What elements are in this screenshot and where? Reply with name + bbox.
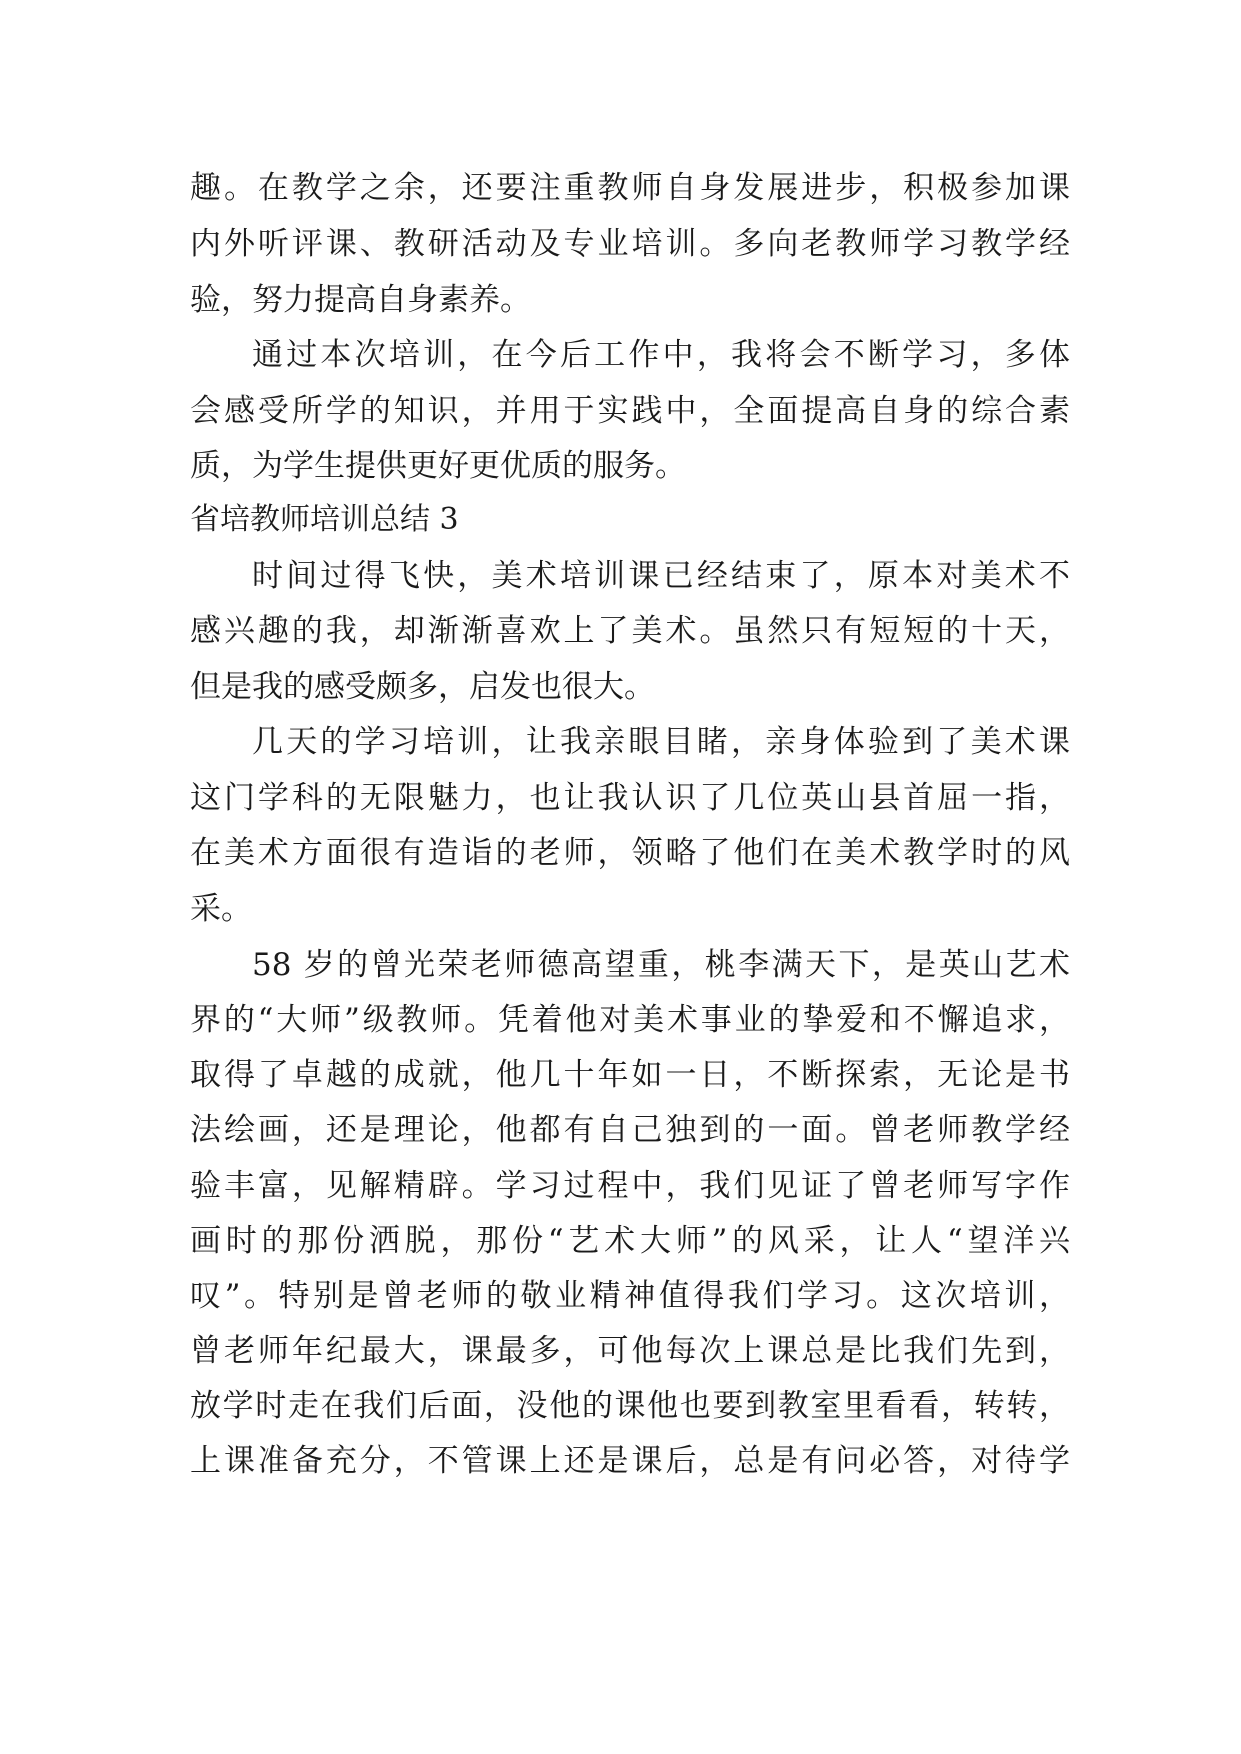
paragraph-line: 在美术方面很有造诣的老师，领略了他们在美术教学时的风 (190, 835, 1070, 871)
paragraph-line: 时间过得飞快，美术培训课已经结束了，原本对美术不 (252, 558, 1070, 594)
paragraph-line: 上课准备充分，不管课上还是课后，总是有问必答，对待学 (190, 1443, 1070, 1479)
paragraph-line: 58 岁的曾光荣老师德高望重，桃李满天下，是英山艺术 (252, 947, 1070, 983)
paragraph-line: 采。 (190, 891, 252, 927)
paragraph-line: 趣。在教学之余，还要注重教师自身发展进步，积极参加课 (190, 170, 1070, 206)
paragraph-line: 内外听评课、教研活动及专业培训。多向老教师学习教学经 (190, 226, 1070, 262)
paragraph-line: 质，为学生提供更好更优质的服务。 (190, 448, 686, 484)
paragraph-line: 曾老师年纪最大，课最多，可他每次上课总是比我们先到， (190, 1333, 1070, 1369)
paragraph-line: 感兴趣的我，却渐渐喜欢上了美术。虽然只有短短的十天， (190, 613, 1070, 649)
paragraph-line: 画时的那份洒脱，那份“艺术大师”的风采，让人“望洋兴 (190, 1223, 1070, 1259)
paragraph-line: 验丰富，见解精辟。学习过程中，我们见证了曾老师写字作 (190, 1168, 1070, 1204)
section-heading: 省培教师培训总结 3 (190, 502, 459, 537)
paragraph-line: 会感受所学的知识，并用于实践中，全面提高自身的综合素 (190, 393, 1070, 429)
paragraph-line: 法绘画，还是理论，他都有自己独到的一面。曾老师教学经 (190, 1112, 1070, 1148)
paragraph-line: 放学时走在我们后面，没他的课他也要到教室里看看，转转， (190, 1388, 1070, 1424)
paragraph-line: 几天的学习培训，让我亲眼目睹，亲身体验到了美术课 (252, 724, 1070, 760)
paragraph-line: 验，努力提高自身素养。 (190, 282, 531, 318)
paragraph-line: 取得了卓越的成就，他几十年如一日，不断探索，无论是书 (190, 1057, 1070, 1093)
paragraph-line: 这门学科的无限魅力，也让我认识了几位英山县首屈一指， (190, 780, 1070, 816)
paragraph-line: 界的“大师”级教师。凭着他对美术事业的挚爱和不懈追求， (190, 1002, 1070, 1038)
paragraph-line: 通过本次培训，在今后工作中，我将会不断学习，多体 (252, 337, 1070, 373)
paragraph-line: 叹”。特别是曾老师的敬业精神值得我们学习。这次培训， (190, 1278, 1070, 1314)
paragraph-line: 但是我的感受颇多，启发也很大。 (190, 669, 655, 705)
